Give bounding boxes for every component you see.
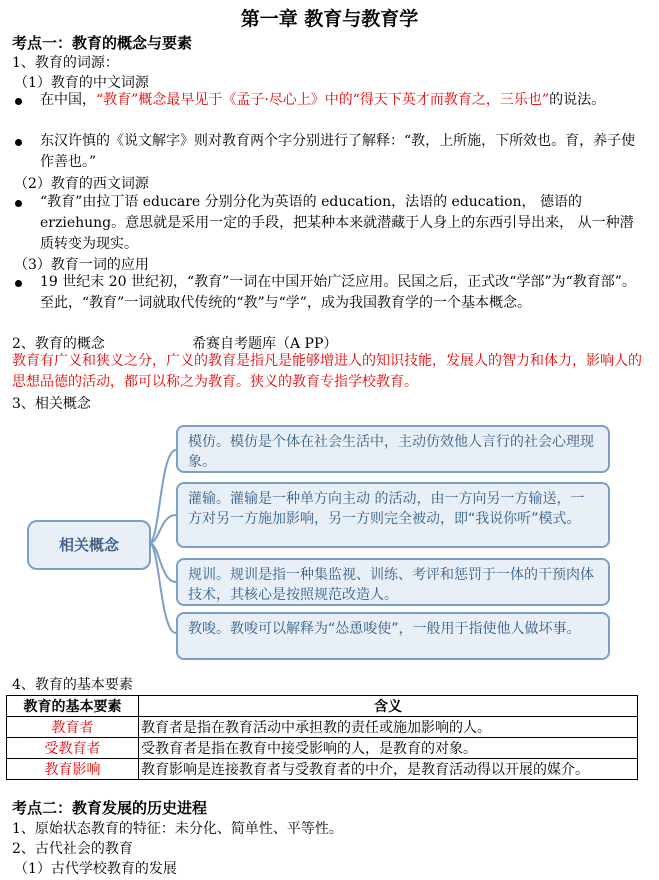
table-cell-value: 教育影响是连接教育者与受教育者的中介，是教育活动得以开展的媒介。 — [139, 759, 638, 780]
bullet-icon — [15, 200, 22, 207]
connector-1 — [149, 450, 176, 543]
bullet-icon — [15, 280, 22, 287]
subheading-word-usage: （3）教育一词的应用 — [14, 257, 149, 273]
bullet-icon — [15, 98, 22, 105]
primitive-education-line: 1、原始状态教育的特征：未分化、简单性、平等性。 — [12, 821, 343, 837]
table-cell-value: 教育者是指在教育活动中承担教的责任或施加影响的人。 — [139, 717, 638, 738]
table-cell-key: 教育影响 — [7, 759, 139, 780]
diagram-node-indoctrination: 灌输。灌输是一种单方向主动 的活动，由一方向另一方输送，一方对另一方施加影响，另一方则完全被动，即“我说你听”模式。 — [176, 482, 610, 548]
diagram-node-abetting: 教唆。教唆可以解释为“怂恿唆使”，一般用于指使他人做坏事。 — [176, 612, 610, 660]
table-header-cell: 含义 — [139, 696, 638, 717]
table-row — [7, 759, 638, 780]
subheading-basic-elements: 4、教育的基本要素 — [12, 677, 133, 693]
subheading-concept: 2、教育的概念 — [12, 336, 105, 352]
table-cell-key: 受教育者 — [7, 738, 139, 759]
diagram-node-discipline: 规训。规训是指一种集监视、训练、考评和惩罚于一体的干预肉体技术，其核心是按照规范改造人。 — [176, 558, 610, 606]
table-cell-value: 受教育者是指在教育中接受影响的人，是教育的对象。 — [139, 738, 638, 759]
subheading-chinese-etymology: （1）教育的中文词源 — [14, 75, 149, 91]
page-title: 第一章 教育与教育学 — [240, 8, 419, 30]
elements-table — [6, 695, 638, 780]
ancient-school-line: （1）古代学校教育的发展 — [14, 861, 177, 877]
section-heading-2: 考点二：教育发展的历史进程 — [12, 799, 208, 817]
bullet-1-lead: 在中国， — [40, 92, 96, 108]
watermark-note: 希赛自考题库（A PP） — [192, 336, 338, 352]
bullet-paragraph-2: 东汉许慎的《说文解字》则对教育两个字分别进行了解释：“教，上所施，下所效也。育，养子使作善也。” — [40, 133, 636, 170]
table-row — [7, 738, 638, 759]
section-heading-1: 考点一：教育的概念与要素 — [12, 34, 193, 52]
bullet-paragraph-1 — [40, 90, 645, 111]
bullet-paragraph-3: “教育”由拉丁语 educare 分别分化为英语的 education，法语的 education， 德语的 erziehung。意思就是采用一定的手段，把某种本来就潜藏于人身上的东西引导出来， 从一种潜质转变为现实。 — [40, 194, 634, 252]
subheading-related-concepts: 3、相关概念 — [12, 396, 91, 412]
bullet-1-tail: 的说法。 — [549, 92, 606, 108]
ancient-education-line: 2、古代社会的教育 — [12, 841, 133, 857]
diagram-center-node: 相关概念 — [27, 520, 151, 570]
connector-4 — [149, 543, 176, 633]
table-cell-key: 教育者 — [7, 717, 139, 738]
bullet-paragraph-4: 19 世纪末 20 世纪初，“教育”一词在中国开始广泛应用。民国之后，正式改“学部”为“教育部”。至此，“教育”一词就取代传统的“教”与“学”，成为我国教育学的一个基本概念。 — [40, 274, 636, 311]
table-row — [7, 717, 638, 738]
bullet-1-highlight: “教育”概念最早见于《孟子·尽心上》中的“得天下英才而教育之，三乐也” — [96, 92, 550, 108]
bullet-icon — [15, 139, 22, 146]
subheading-western-etymology: （2）教育的西文词源 — [14, 176, 149, 192]
concept-definition: 教育有广义和狭义之分，广义的教育是指凡是能够增进人的知识技能，发展人的智力和体力，影响人的思想品德的活动，都可以称之为教育。狭义的教育专指学校教育。 — [12, 353, 642, 390]
diagram-node-imitation: 模仿。模仿是个体在社会生活中，主动仿效他人言行的社会心理现象。 — [176, 425, 610, 473]
table-header-row — [7, 696, 638, 717]
subheading-etymology: 1、教育的词源： — [12, 55, 119, 71]
table-header-cell: 教育的基本要素 — [7, 696, 139, 717]
